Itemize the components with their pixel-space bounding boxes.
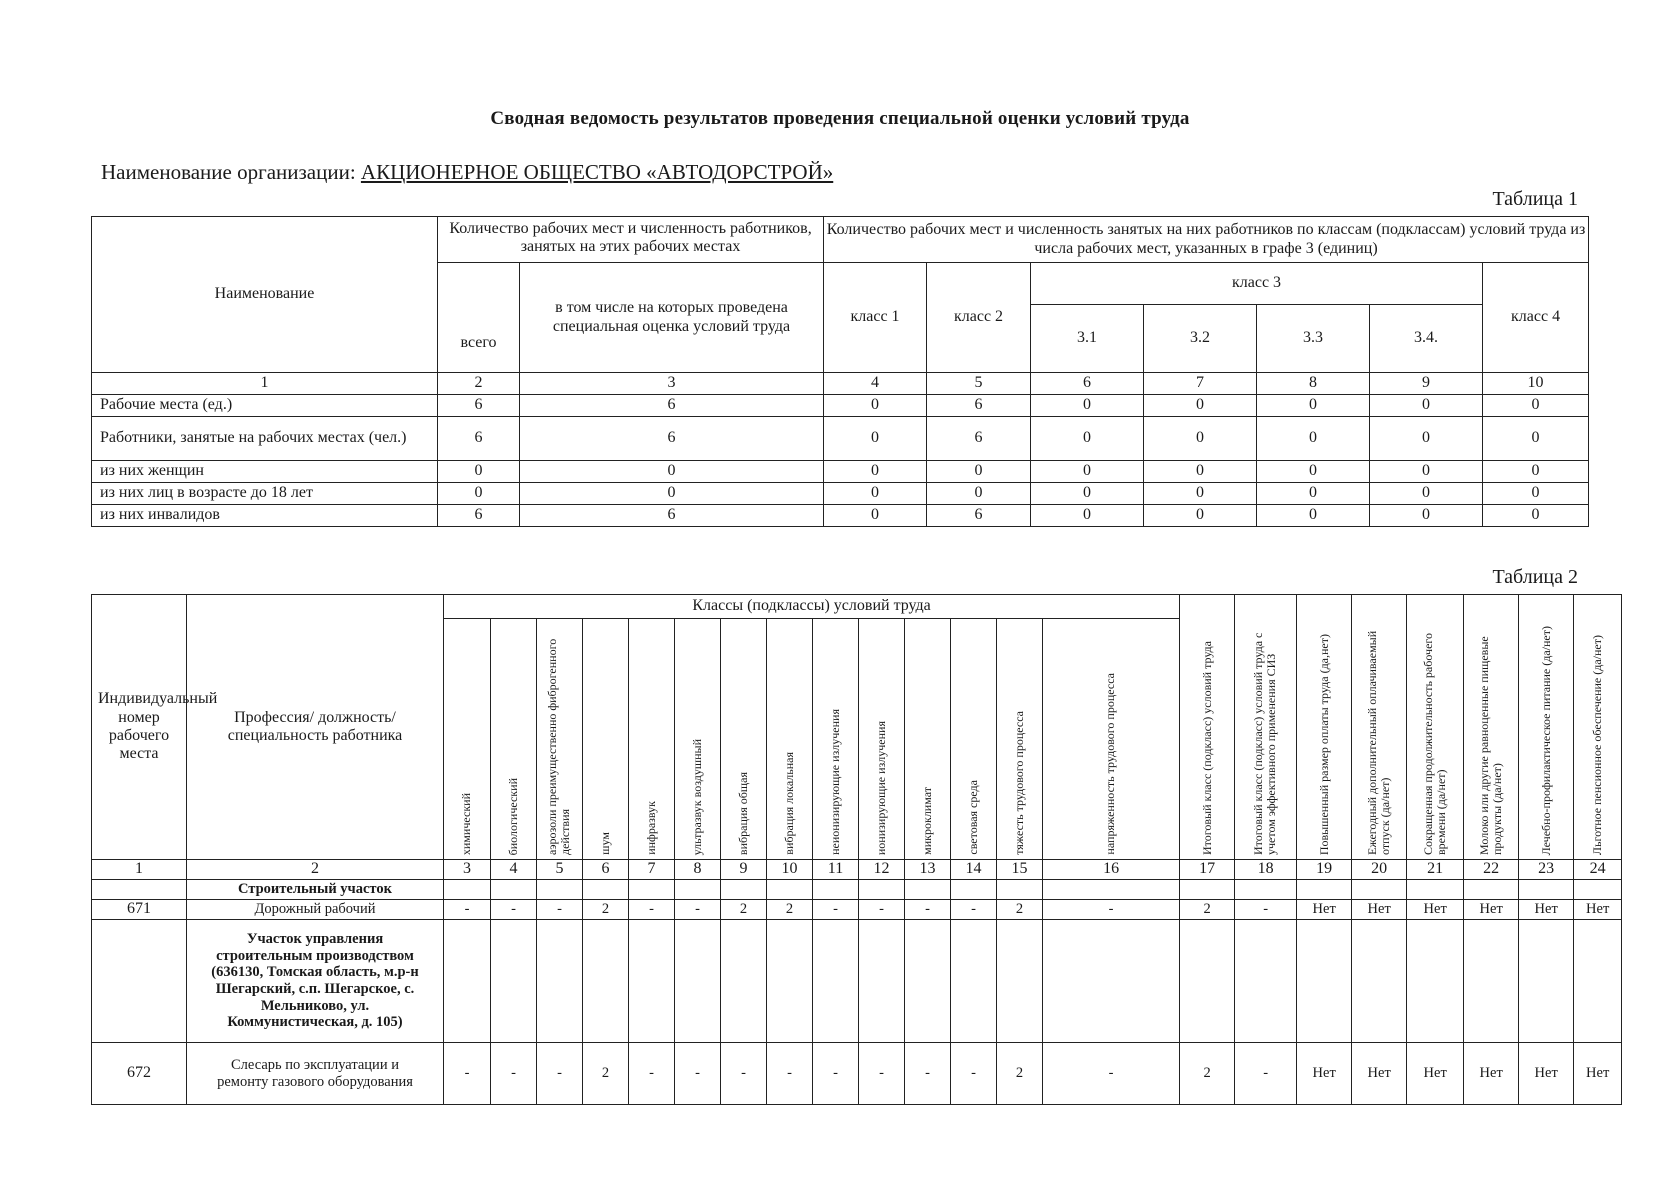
t2-colnum: 4 bbox=[491, 860, 537, 880]
t2-colnum: 18 bbox=[1235, 860, 1297, 880]
t1-column-numbers bbox=[92, 373, 1589, 395]
t2-header-factor-text: световая среда bbox=[965, 780, 980, 855]
t2-header-id: Индивидуальный номер рабочего места bbox=[92, 595, 187, 860]
t2-cell: Нет bbox=[1574, 1043, 1622, 1105]
t1-cell: 0 bbox=[1031, 461, 1144, 483]
t1-cell: 6 bbox=[927, 417, 1031, 461]
t2-header-factor bbox=[444, 619, 491, 860]
t2-cell: - bbox=[491, 900, 537, 920]
t2-cell: Нет bbox=[1297, 900, 1352, 920]
t2-header-factor-text: неионизирующие излучения bbox=[827, 709, 842, 855]
t1-cell: 6 bbox=[438, 417, 520, 461]
t1-colnum: 4 bbox=[824, 373, 927, 395]
t2-header-factor-text: ионизирующие излучения bbox=[873, 720, 888, 855]
t1-cell: 6 bbox=[438, 395, 520, 417]
t2-cell: - bbox=[537, 1043, 583, 1105]
t2-cell: - bbox=[444, 900, 491, 920]
t2-section-row bbox=[92, 920, 1622, 1043]
t2-profession: Слесарь по эксплуатации и ремонту газового оборудования bbox=[187, 1043, 444, 1105]
t2-colnum: 6 bbox=[583, 860, 629, 880]
t1-cell: 0 bbox=[1370, 461, 1483, 483]
t1-header-3-3: 3.3 bbox=[1257, 305, 1370, 373]
t2-header-factor-text: биологический bbox=[505, 777, 520, 855]
t1-cell: 0 bbox=[438, 461, 520, 483]
t2-cell: - bbox=[951, 1043, 997, 1105]
t1-header-3-2: 3.2 bbox=[1144, 305, 1257, 373]
t2-cell: - bbox=[444, 1043, 491, 1105]
t2-cell: Нет bbox=[1464, 1043, 1519, 1105]
t1-cell: 0 bbox=[824, 461, 927, 483]
t2-workplace-id: 671 bbox=[92, 900, 187, 920]
t2-cell: - bbox=[859, 900, 905, 920]
t2-header-extra bbox=[1352, 595, 1407, 860]
t2-header-extra-text: Ежегодный дополнительный оплачиваемый отпуск (да/нет) bbox=[1364, 630, 1393, 855]
t2-header-factor-text: инфразвук bbox=[643, 801, 658, 855]
t2-cell: - bbox=[675, 1043, 721, 1105]
t2-cell: 2 bbox=[997, 900, 1043, 920]
t2-colnum: 24 bbox=[1574, 860, 1622, 880]
t1-header-total: всего bbox=[438, 263, 520, 373]
t2-cell: Нет bbox=[1352, 1043, 1407, 1105]
t2-cell: - bbox=[813, 1043, 859, 1105]
t2-header-extra bbox=[1180, 595, 1235, 860]
t1-cell: 0 bbox=[1031, 483, 1144, 505]
t2-cell: - bbox=[905, 1043, 951, 1105]
t2-header-extra bbox=[1297, 595, 1352, 860]
t1-cell: 0 bbox=[824, 395, 927, 417]
t2-cell: 2 bbox=[583, 900, 629, 920]
t1-header-assessed: в том числе на которых проведена специальная оценка условий труда bbox=[520, 263, 824, 373]
t2-header-extra bbox=[1235, 595, 1297, 860]
t2-header-extra bbox=[1519, 595, 1574, 860]
table-row bbox=[92, 483, 1589, 505]
t1-row-name: Рабочие места (ед.) bbox=[92, 395, 438, 417]
t1-cell: 0 bbox=[1144, 417, 1257, 461]
t2-colnum: 9 bbox=[721, 860, 767, 880]
t2-header-factor-text: вибрация локальная bbox=[781, 752, 796, 855]
organization-name: АКЦИОНЕРНОЕ ОБЩЕСТВО «АВТОДОРСТРОЙ» bbox=[360, 160, 834, 184]
t1-cell: 0 bbox=[1483, 417, 1589, 461]
t1-cell: 0 bbox=[1144, 505, 1257, 527]
t2-colnum: 14 bbox=[951, 860, 997, 880]
t2-cell: 2 bbox=[583, 1043, 629, 1105]
t2-column-numbers bbox=[92, 860, 1622, 880]
t2-header-extra-text: Молоко или другие равноценные пищевые продукты (да/нет) bbox=[1476, 636, 1505, 855]
t2-cell: - bbox=[859, 1043, 905, 1105]
t2-colnum: 23 bbox=[1519, 860, 1574, 880]
t2-cell: - bbox=[721, 1043, 767, 1105]
t1-cell: 0 bbox=[1370, 417, 1483, 461]
t2-cell: 2 bbox=[997, 1043, 1043, 1105]
t1-header-3-4: 3.4. bbox=[1370, 305, 1483, 373]
t1-cell: 0 bbox=[1031, 417, 1144, 461]
t1-row-name: Работники, занятые на рабочих местах (чел.) bbox=[92, 417, 438, 461]
t1-cell: 0 bbox=[824, 417, 927, 461]
t1-header-class4: класс 4 bbox=[1483, 263, 1589, 373]
t1-cell: 0 bbox=[1483, 395, 1589, 417]
t1-cell: 0 bbox=[1257, 483, 1370, 505]
t1-row-name: из них инвалидов bbox=[92, 505, 438, 527]
t1-row-name: из них лиц в возрасте до 18 лет bbox=[92, 483, 438, 505]
t1-cell: 0 bbox=[927, 483, 1031, 505]
t2-header-factor bbox=[675, 619, 721, 860]
t2-workplace-id: 672 bbox=[92, 1043, 187, 1105]
t1-cell: 0 bbox=[1370, 483, 1483, 505]
t1-cell: 0 bbox=[1483, 505, 1589, 527]
t2-colnum: 8 bbox=[675, 860, 721, 880]
t2-cell: Нет bbox=[1352, 900, 1407, 920]
t2-header-factor-text: химический bbox=[459, 792, 474, 855]
t1-header-class3: класс 3 bbox=[1031, 263, 1483, 305]
t1-colnum: 7 bbox=[1144, 373, 1257, 395]
t2-cell: - bbox=[1235, 900, 1297, 920]
t2-header-factor bbox=[767, 619, 813, 860]
t1-cell: 0 bbox=[1031, 395, 1144, 417]
document-title: Сводная ведомость результатов проведения специальной оценки условий труда bbox=[490, 108, 1190, 129]
t2-header-factor-text: шум bbox=[597, 832, 612, 855]
t1-cell: 0 bbox=[520, 461, 824, 483]
t2-cell: 2 bbox=[1180, 1043, 1235, 1105]
t2-header-extra-text: Итоговый класс (подкласс) условий труда с учетом эффективного применения СИЗ bbox=[1251, 632, 1279, 855]
t1-cell: 0 bbox=[1370, 395, 1483, 417]
t2-cell: Нет bbox=[1297, 1043, 1352, 1105]
t2-header-factor bbox=[951, 619, 997, 860]
t2-colnum: 3 bbox=[444, 860, 491, 880]
table-row bbox=[92, 395, 1589, 417]
t1-cell: 0 bbox=[1144, 395, 1257, 417]
table1-label: Таблица 1 bbox=[1492, 188, 1578, 210]
t2-header-factor bbox=[813, 619, 859, 860]
table-row bbox=[92, 417, 1589, 461]
t2-cell: - bbox=[1043, 1043, 1180, 1105]
t1-header-class1: класс 1 bbox=[824, 263, 927, 373]
t2-header-factor bbox=[1043, 619, 1180, 860]
t2-colnum: 22 bbox=[1464, 860, 1519, 880]
t2-header-extra-text: Лечебно-профилактическое питание (да/нет) bbox=[1538, 625, 1553, 855]
t2-colnum: 10 bbox=[767, 860, 813, 880]
organization-line bbox=[101, 160, 833, 185]
t2-colnum: 15 bbox=[997, 860, 1043, 880]
t2-colnum: 16 bbox=[1043, 860, 1180, 880]
t1-cell: 0 bbox=[1370, 505, 1483, 527]
t2-colnum: 1 bbox=[92, 860, 187, 880]
t2-header-extra-text: Итоговый класс (подкласс) условий труда bbox=[1199, 640, 1214, 855]
t2-cell: - bbox=[905, 900, 951, 920]
t2-colnum: 19 bbox=[1297, 860, 1352, 880]
table-row bbox=[92, 461, 1589, 483]
t2-cell: - bbox=[951, 900, 997, 920]
t2-colnum: 11 bbox=[813, 860, 859, 880]
t2-cell: - bbox=[491, 1043, 537, 1105]
t2-header-factor bbox=[629, 619, 675, 860]
t2-cell: Нет bbox=[1519, 1043, 1574, 1105]
t2-cell: Нет bbox=[1464, 900, 1519, 920]
t2-header-factor-text: напряженность трудового процесса bbox=[1103, 673, 1118, 855]
t2-cell: - bbox=[1235, 1043, 1297, 1105]
t1-cell: 0 bbox=[1257, 417, 1370, 461]
t2-header-extra bbox=[1407, 595, 1464, 860]
t1-cell: 6 bbox=[520, 417, 824, 461]
t1-colnum: 5 bbox=[927, 373, 1031, 395]
t1-cell: 0 bbox=[520, 483, 824, 505]
t2-colnum: 17 bbox=[1180, 860, 1235, 880]
t2-cell: Нет bbox=[1407, 900, 1464, 920]
t1-cell: 6 bbox=[520, 395, 824, 417]
t2-cell: - bbox=[537, 900, 583, 920]
t1-header-3-1: 3.1 bbox=[1031, 305, 1144, 373]
t2-cell: Нет bbox=[1519, 900, 1574, 920]
t2-colnum: 2 bbox=[187, 860, 444, 880]
t2-header-factor bbox=[491, 619, 537, 860]
t1-cell: 6 bbox=[927, 505, 1031, 527]
t1-header-count: Количество рабочих мест и численность работников, занятых на этих рабочих местах bbox=[438, 217, 824, 263]
t2-section-row bbox=[92, 880, 1622, 900]
t1-cell: 0 bbox=[1031, 505, 1144, 527]
t2-header-factor-text: вибрация общая bbox=[735, 771, 750, 855]
t2-cell: - bbox=[629, 1043, 675, 1105]
t2-colnum: 5 bbox=[537, 860, 583, 880]
t2-header-factor-text: тяжесть трудового процесса bbox=[1011, 711, 1026, 855]
t2-header-factor bbox=[859, 619, 905, 860]
t1-header-name: Наименование bbox=[92, 217, 438, 373]
t2-profession: Дорожный рабочий bbox=[187, 900, 444, 920]
t2-section-title: Участок управления строительным производством (636130, Томская область, м.р-н Шегарский, с.п. Шегарское, с. Мельниково, ул. Коммунистическая, д. 105) bbox=[187, 920, 444, 1043]
t2-cell: - bbox=[1043, 900, 1180, 920]
t1-colnum: 6 bbox=[1031, 373, 1144, 395]
t1-colnum: 3 bbox=[520, 373, 824, 395]
t2-colnum: 21 bbox=[1407, 860, 1464, 880]
table-row bbox=[92, 1043, 1622, 1105]
table-row bbox=[92, 900, 1622, 920]
t2-header-extra bbox=[1464, 595, 1519, 860]
t1-cell: 0 bbox=[1257, 395, 1370, 417]
t2-header-factor-text: микроклимат bbox=[919, 787, 934, 855]
t2-cell: - bbox=[767, 1043, 813, 1105]
t2-header-profession: Профессия/ должность/ специальность работника bbox=[187, 595, 444, 860]
t2-cell: 2 bbox=[1180, 900, 1235, 920]
t1-row-name: из них женщин bbox=[92, 461, 438, 483]
t2-colnum: 13 bbox=[905, 860, 951, 880]
t1-cell: 0 bbox=[438, 483, 520, 505]
t2-header-factor-text: ультразвук воздушный bbox=[689, 738, 704, 855]
t2-section-title: Строительный участок bbox=[187, 880, 444, 900]
t2-header-factor bbox=[583, 619, 629, 860]
t2-cell: Нет bbox=[1407, 1043, 1464, 1105]
t1-cell: 0 bbox=[824, 483, 927, 505]
t2-cell: Нет bbox=[1574, 900, 1622, 920]
t1-cell: 0 bbox=[824, 505, 927, 527]
table-row bbox=[92, 505, 1589, 527]
t2-cell: - bbox=[629, 900, 675, 920]
t2-header-factor bbox=[537, 619, 583, 860]
t1-colnum: 10 bbox=[1483, 373, 1589, 395]
t2-cell: - bbox=[813, 900, 859, 920]
t1-header-class2: класс 2 bbox=[927, 263, 1031, 373]
t1-cell: 6 bbox=[927, 395, 1031, 417]
t1-cell: 0 bbox=[927, 461, 1031, 483]
t2-header-extra-text: Льготное пенсионное обеспечение (да/нет) bbox=[1590, 634, 1605, 855]
t2-cell: - bbox=[675, 900, 721, 920]
t2-header-factor bbox=[905, 619, 951, 860]
workplaces-table bbox=[91, 594, 1622, 1105]
t2-colnum: 20 bbox=[1352, 860, 1407, 880]
t2-header-classes: Классы (подклассы) условий труда bbox=[444, 595, 1180, 619]
t2-cell: 2 bbox=[721, 900, 767, 920]
t2-cell: 2 bbox=[767, 900, 813, 920]
t1-colnum: 8 bbox=[1257, 373, 1370, 395]
t2-header-factor bbox=[721, 619, 767, 860]
t1-cell: 0 bbox=[1483, 483, 1589, 505]
t2-header-extra-text: Повышенный размер оплаты труда (да,нет) bbox=[1316, 633, 1331, 855]
t1-header-classes: Количество рабочих мест и численность занятых на них работников по классам (подклассам) условий труда из числа рабочих мест, указанных в графе 3 (единиц) bbox=[824, 217, 1589, 263]
t2-header-extra bbox=[1574, 595, 1622, 860]
t1-cell: 6 bbox=[520, 505, 824, 527]
t2-colnum: 12 bbox=[859, 860, 905, 880]
t1-cell: 0 bbox=[1483, 461, 1589, 483]
table2-label: Таблица 2 bbox=[1492, 566, 1578, 588]
t1-cell: 0 bbox=[1257, 505, 1370, 527]
t1-cell: 0 bbox=[1144, 461, 1257, 483]
t1-cell: 0 bbox=[1257, 461, 1370, 483]
t2-header-extra-text: Сокращенная продолжительность рабочего времени (да/нет) bbox=[1420, 632, 1449, 855]
organization-label: Наименование организации: bbox=[101, 160, 356, 184]
t1-colnum: 9 bbox=[1370, 373, 1483, 395]
t1-colnum: 1 bbox=[92, 373, 438, 395]
t2-colnum: 7 bbox=[629, 860, 675, 880]
t2-header-factor-text: аэрозоли преимущественно фиброгенного действия bbox=[545, 638, 573, 855]
summary-table bbox=[91, 216, 1589, 527]
t1-cell: 6 bbox=[438, 505, 520, 527]
t1-colnum: 2 bbox=[438, 373, 520, 395]
t1-cell: 0 bbox=[1144, 483, 1257, 505]
t2-header-factor bbox=[997, 619, 1043, 860]
